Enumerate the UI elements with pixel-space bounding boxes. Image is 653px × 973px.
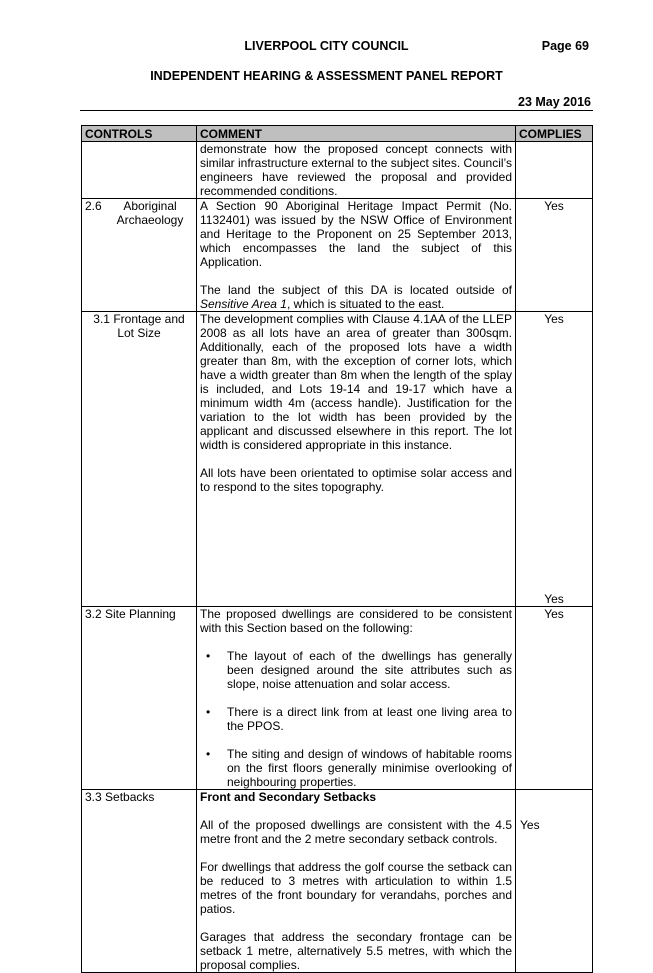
comment-cell bbox=[197, 199, 516, 312]
complies-cell: Yes bbox=[516, 199, 593, 312]
comment-cell bbox=[197, 142, 516, 199]
control-number: 2.6 bbox=[85, 199, 102, 213]
table-row-continued bbox=[82, 142, 593, 199]
control-title-line1: Aboriginal bbox=[123, 199, 177, 213]
comment-paragraph: All of the proposed dwellings are consistent with the 4.5 metre front and the 2 metre secondary setback controls. bbox=[200, 818, 512, 846]
complies-cell: Yes bbox=[516, 607, 593, 790]
control-cell bbox=[82, 199, 197, 312]
comment-text: demonstrate how the proposed concept connects with similar infrastructure external to the subject sites. Council’s engineers have reviewed the proposal and provided recommended conditions. bbox=[200, 142, 512, 198]
bullet-text: The layout of each of the dwellings has generally been designed around the site attributes such as slope, noise attenuation and solar access. bbox=[227, 649, 512, 691]
control-title bbox=[107, 199, 193, 227]
comment-paragraph: All lots have been orientated to optimise solar access and to respond to the sites topography. bbox=[200, 466, 512, 494]
complies-cell bbox=[516, 790, 593, 973]
report-date: 23 May 2016 bbox=[518, 95, 591, 109]
bullet-item bbox=[200, 649, 512, 691]
comment-paragraph bbox=[200, 283, 512, 311]
comment-text: The land the subject of this DA is located outside of bbox=[200, 283, 512, 297]
control-title-line2: Lot Size bbox=[117, 326, 161, 340]
bullet-icon: • bbox=[206, 649, 211, 663]
control-title-line2: Archaeology bbox=[116, 213, 184, 227]
bullet-icon: • bbox=[206, 705, 211, 719]
control-cell bbox=[82, 312, 197, 607]
complies-value: Yes bbox=[544, 592, 564, 606]
table-row-aboriginal-archaeology bbox=[82, 199, 593, 312]
comment-paragraph: The proposed dwellings are considered to be consistent with this Section based on the following: bbox=[200, 607, 512, 635]
control-cell: 3.2 Site Planning bbox=[82, 607, 197, 790]
control-title-line1: 3.1 Frontage and bbox=[93, 312, 185, 326]
complies-value: Yes bbox=[544, 312, 564, 326]
complies-cell bbox=[516, 312, 593, 607]
table-row-site-planning bbox=[82, 607, 593, 790]
comment-paragraph: For dwellings that address the golf course the setback can be reduced to 3 metres with articulation to within 1.5 metres of the front boundary for verandahs, porches and patios. bbox=[200, 860, 512, 916]
control-cell: 3.3 Setbacks bbox=[82, 790, 197, 973]
control-label bbox=[85, 312, 193, 340]
bullet-item bbox=[200, 747, 512, 789]
column-header-controls: CONTROLS bbox=[82, 126, 197, 142]
control-cell bbox=[82, 142, 197, 199]
table-header-row bbox=[82, 126, 593, 142]
comment-cell bbox=[197, 790, 516, 973]
report-title: INDEPENDENT HEARING & ASSESSMENT PANEL REPORT bbox=[150, 69, 503, 83]
page-number: Page 69 bbox=[541, 39, 589, 53]
comment-cell bbox=[197, 607, 516, 790]
comment-paragraph: Garages that address the secondary frontage can be setback 1 metre, alternatively 5.5 metres, with which the proposal complies. bbox=[200, 930, 512, 972]
comment-paragraph: A Section 90 Aboriginal Heritage Impact Permit (No. 1132401) was issued by the NSW Office of Environment and Heritage to the Proponent on 25 September 2013, which encompasses the land the subject of this Application. bbox=[200, 199, 512, 269]
complies-value: Yes bbox=[520, 818, 540, 832]
bullet-item bbox=[200, 705, 512, 733]
complies-cell bbox=[516, 142, 593, 199]
comment-text: , which is situated to the east. bbox=[286, 297, 445, 311]
comment-paragraph: The development complies with Clause 4.1AA of the LLEP 2008 as all lots have an area of greater than 300sqm. Additionally, each of the proposed lots have a width greater than 8m, with the exception of corner lots, which have a width greater than 8m when the length of the splay is included, and Lots 19-14 and 19-17 which have a minimum width 4m (access handle). Justification for the variation to the lot width has been provided by the applicant and discussed elsewhere in this report. The lot width is considered appropriate in this instance. bbox=[200, 312, 512, 452]
comment-heading: Front and Secondary Setbacks bbox=[200, 790, 377, 804]
council-name: LIVERPOOL CITY COUNCIL bbox=[244, 39, 409, 53]
column-header-comment: COMMENT bbox=[197, 126, 516, 142]
table-row-frontage-lot-size bbox=[82, 312, 593, 607]
control-label bbox=[85, 199, 193, 227]
comment-cell bbox=[197, 312, 516, 607]
bullet-text: There is a direct link from at least one living area to the PPOS. bbox=[227, 705, 512, 733]
bullet-text: The siting and design of windows of habitable rooms on the first floors generally minimise overlooking of neighbouring properties. bbox=[227, 747, 512, 789]
column-header-complies: COMPLIES bbox=[516, 126, 593, 142]
table-row-setbacks bbox=[82, 790, 593, 973]
header-rule bbox=[80, 110, 593, 111]
comment-italic-term: Sensitive Area 1 bbox=[200, 297, 287, 311]
assessment-table bbox=[81, 125, 593, 973]
bullet-icon: • bbox=[206, 747, 211, 761]
